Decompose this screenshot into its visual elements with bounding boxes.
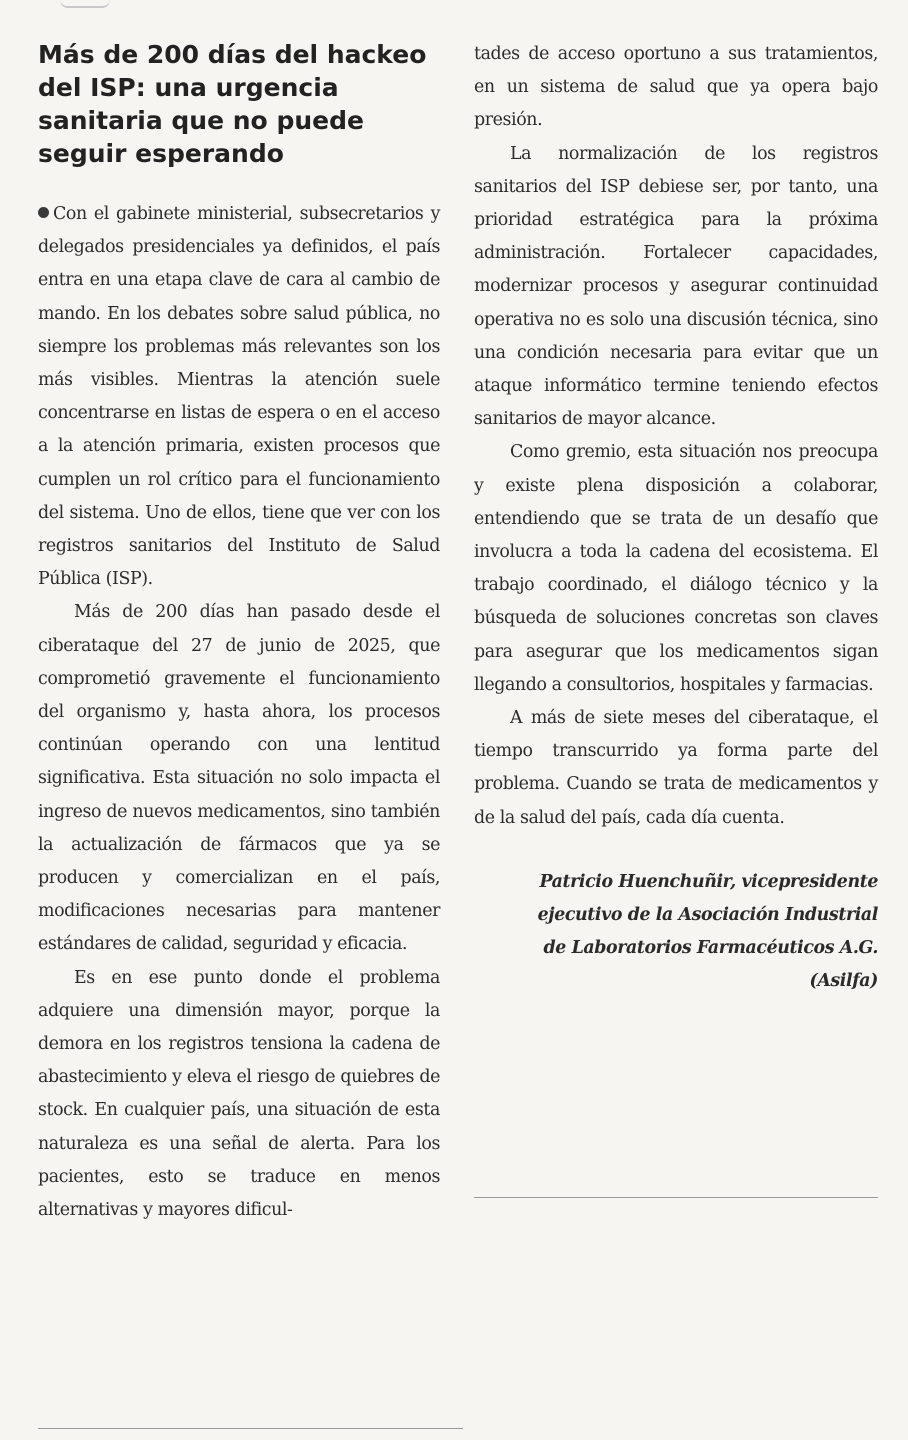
paragraph-3: Es en ese punto donde el problema adquiere una dimensión mayor, porque la demora en los registros tensiona la cadena de abastecimiento y eleva el riesgo de quiebres de stock. En cualquier país, una situación de esta naturaleza es una señal de alerta. Para los pacientes, esto se traduce en menos alternativas y mayores dificul- <box>38 967 440 1221</box>
paragraph-6: A más de siete meses del ciberataque, el tiempo transcurrido ya forma parte del problema. Cuando se trata de medicamentos y de la salud del país, cada día cuenta. <box>474 708 878 828</box>
left-column <box>38 38 440 1227</box>
page-edge-mark <box>60 0 110 8</box>
signature-line-3: de Laboratorios Farmacéuticos A.G. <box>543 938 878 959</box>
paragraph-4: La normalización de los registros sanitarios del ISP debiese ser, por tanto, una prioridad estratégica para la próxima administración. Fortalecer capacidades, modernizar procesos y asegurar continuidad operativa no es solo una discusión técnica, sino una condición necesaria para evitar que un ataque informático termine teniendo efectos sanitarios de mayor alcance. <box>474 143 878 430</box>
paragraph-1 <box>38 198 440 596</box>
signature-line-4: (Asilfa) <box>809 971 878 992</box>
author-signature <box>474 866 878 999</box>
divider-rule-right <box>474 1197 878 1198</box>
right-column <box>474 38 878 999</box>
bullet-icon <box>38 207 49 218</box>
paragraph-2: Más de 200 días han pasado desde el ciberataque del 27 de junio de 2025, que comprometió gravemente el funcionamiento del organismo y, hasta ahora, los procesos continúan operando con una lentitud significativa. Esta situación no solo impacta el ingreso de nuevos medicamentos, sino también la actualización de fármacos que ya se producen y comercializan en el país, modificaciones necesarias para mantener estándares de calidad, seguridad y eficacia. <box>38 602 440 955</box>
signature-line-2: ejecutivo de la Asociación Industrial <box>537 905 878 926</box>
divider-rule-left <box>38 1428 463 1429</box>
article-headline: Más de 200 días del hackeo del ISP: una urgencia sanitaria que no puede seguir esperando <box>38 40 427 168</box>
signature-line-1: Patricio Huenchuñir, vicepresidente <box>539 871 878 892</box>
article-body-right <box>474 38 878 835</box>
article-body-left <box>38 198 440 1227</box>
paragraph-3-continued: tades de acceso oportuno a sus tratamientos, en un sistema de salud que ya opera bajo presión. <box>474 44 878 131</box>
paragraph-5: Como gremio, esta situación nos preocupa y existe plena disposición a colaborar, entendiendo que se trata de un desafío que involucra a toda la cadena del ecosistema. El trabajo coordinado, el diálogo técnico y la búsqueda de soluciones concretas son claves para asegurar que los medicamentos sigan llegando a consultorios, hospitales y farmacias. <box>474 442 878 695</box>
paragraph-1-text: Con el gabinete ministerial, subsecretarios y delegados presidenciales ya definidos, el país entra en una etapa clave de cara al cambio de mando. En los debates sobre salud pública, no siempre los problemas más relevantes son los más visibles. Mientras la atención suele concentrarse en listas de espera o en el acceso a la atención primaria, existen procesos que cumplen un rol crítico para el funcionamiento del sistema. Uno de ellos, tiene que ver con los registros sanitarios del Instituto de Salud Pública (ISP). <box>38 204 440 590</box>
